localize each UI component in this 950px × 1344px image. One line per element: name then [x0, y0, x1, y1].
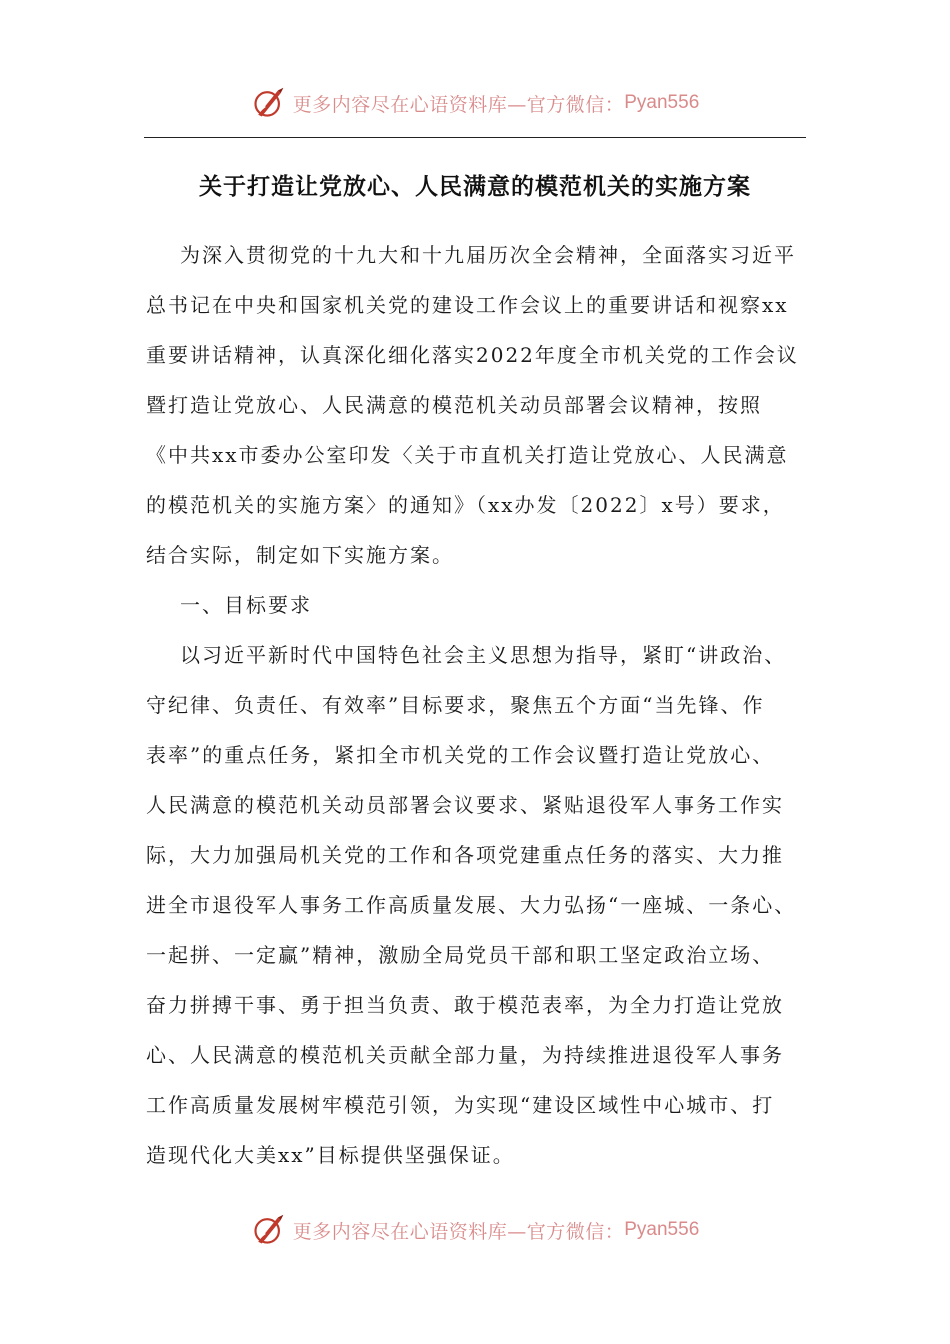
body-line: 工作高质量发展树牢模范引领，为实现“建设区域性中心城市、打 — [146, 1093, 775, 1117]
banner-text: 更多内容尽在心语资料库—官方微信： — [292, 93, 625, 116]
body-line: 造现代化大美xx”目标提供坚强保证。 — [146, 1143, 515, 1167]
banner-brand: Pyan556 — [624, 1219, 700, 1240]
quill-logo-icon — [251, 85, 287, 121]
quill-logo-icon — [251, 1212, 287, 1248]
body-line: 表率”的重点任务，紧扣全市机关党的工作会议暨打造让党放心、 — [146, 743, 775, 767]
body-line: 总书记在中央和国家机关党的建设工作会议上的重要讲话和视察xx — [146, 293, 789, 317]
body-line: 一起拼、一定赢”精神，激励全局党员干部和职工坚定政治立场、 — [146, 943, 775, 967]
body-line: 《中共xx市委办公室印发〈关于市直机关打造让党放心、人民满意 — [146, 443, 789, 467]
body-line: 奋力拼搏干事、勇于担当负责、敢于模范表率，为全力打造让党放 — [146, 993, 784, 1017]
section-heading: 一、目标要求 — [180, 593, 312, 617]
body-line: 结合实际，制定如下实施方案。 — [146, 543, 454, 567]
banner-text: 更多内容尽在心语资料库—官方微信： — [292, 1220, 625, 1243]
body-line: 暨打造让党放心、人民满意的模范机关动员部署会议精神，按照 — [146, 393, 762, 417]
body-line: 人民满意的模范机关动员部署会议要求、紧贴退役军人事务工作实 — [146, 793, 784, 817]
body-line: 进全市退役军人事务工作高质量发展、大力弘扬“一座城、一条心、 — [146, 893, 797, 917]
banner-brand: Pyan556 — [624, 92, 700, 113]
footer-banner — [0, 1208, 950, 1252]
body-line: 守纪律、负责任、有效率”目标要求，聚焦五个方面“当先锋、作 — [146, 693, 765, 717]
body-line: 重要讲话精神，认真深化细化落实2022年度全市机关党的工作会议 — [146, 343, 799, 367]
header-banner — [0, 81, 950, 125]
body-line: 的模范机关的实施方案〉的通知》（xx办发〔2022〕x号）要求， — [146, 493, 785, 517]
document-title: 关于打造让党放心、人民满意的模范机关的实施方案 — [199, 173, 751, 200]
body-line: 心、人民满意的模范机关贡献全部力量，为持续推进退役军人事务 — [146, 1043, 784, 1067]
body-line: 为深入贯彻党的十九大和十九届历次全会精神，全面落实习近平 — [180, 243, 796, 267]
body-line: 以习近平新时代中国特色社会主义思想为指导，紧盯“讲政治、 — [180, 643, 787, 667]
header-rule — [144, 137, 806, 138]
body-line: 际，大力加强局机关党的工作和各项党建重点任务的落实、大力推 — [146, 843, 784, 867]
